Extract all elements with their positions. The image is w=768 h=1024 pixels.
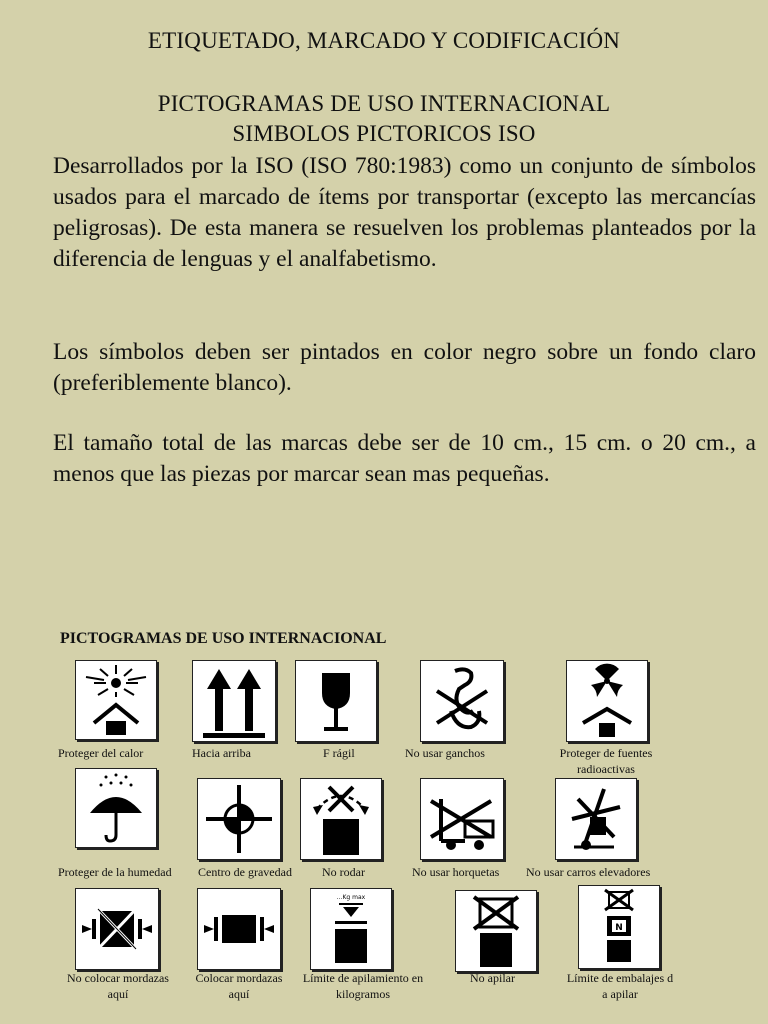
caption-proteger-radioactivas: Proteger de fuentes radioactivas [559, 746, 653, 776]
paragraph-iso: Desarrollados por la ISO (ISO 780:1983) como un conjunto de símbolos usados para el marcado de ítems por transportar (excepto las mercancías peligrosas). De esta manera se resuelven los problemas planteados por la diferencia de lenguas y el analfabetismo. [53, 153, 756, 272]
arrows-up-icon [192, 660, 276, 742]
page-subtitle-2: SIMBOLOS PICTORICOS ISO [232, 121, 536, 146]
caption-hacia-arriba: Hacia arriba [192, 746, 251, 760]
caption-no-ganchos: No usar ganchos [405, 746, 485, 760]
kg-label: ...Kg max [336, 894, 366, 901]
umbrella-icon [75, 768, 157, 848]
center-gravity-icon [197, 778, 281, 860]
svg-text:N: N [615, 923, 623, 933]
no-hook-icon [420, 660, 504, 742]
caption-colocar-mordazas: Colocar mordazas aquí [195, 971, 283, 1001]
stack-weight-icon [310, 888, 392, 970]
sun-icon [75, 660, 157, 740]
paragraph-size: El tamaño total de las marcas debe ser de 10 cm., 15 cm. o 20 cm., a menos que las piezas por marcar sean mas pequeñas. [53, 430, 756, 487]
caption-no-mordazas: No colocar mordazas aquí [67, 971, 169, 1001]
no-forklift-icon [420, 778, 504, 860]
no-clamp-icon [75, 888, 159, 970]
caption-proteger-calor: Proteger del calor [58, 746, 144, 760]
caption-limite-embalajes: Límite de embalajes d a apilar [566, 971, 674, 1001]
caption-fragil: F rágil [323, 746, 355, 760]
wine-glass-icon [295, 660, 377, 742]
paragraph-color: Los símbolos deben ser pintados en color negro sobre un fondo claro (preferiblemente blanco). [53, 339, 756, 396]
no-hand-truck-icon [555, 778, 637, 860]
caption-no-carros: No usar carros elevadores [526, 865, 651, 879]
no-stack-icon [455, 890, 537, 972]
caption-humedad: Proteger de la humedad [58, 865, 172, 879]
pictograms-heading: PICTOGRAMAS DE USO INTERNACIONAL [60, 630, 387, 647]
no-roll-icon [300, 778, 382, 860]
caption-no-rodar: No rodar [322, 865, 365, 879]
caption-no-horquetas: No usar horquetas [412, 865, 500, 879]
caption-limite-kg: Límite de apilamiento en kilogramos [302, 971, 424, 1001]
page-title: ETIQUETADO, MARCADO Y CODIFICACIÓN [147, 28, 621, 53]
caption-no-apilar: No apilar [470, 971, 515, 985]
page-subtitle: PICTOGRAMAS DE USO INTERNACIONAL [157, 91, 611, 116]
stack-limit-icon [578, 885, 660, 969]
radiation-icon [566, 660, 648, 742]
caption-centro-gravedad: Centro de gravedad [198, 865, 292, 879]
clamp-here-icon [197, 888, 281, 970]
